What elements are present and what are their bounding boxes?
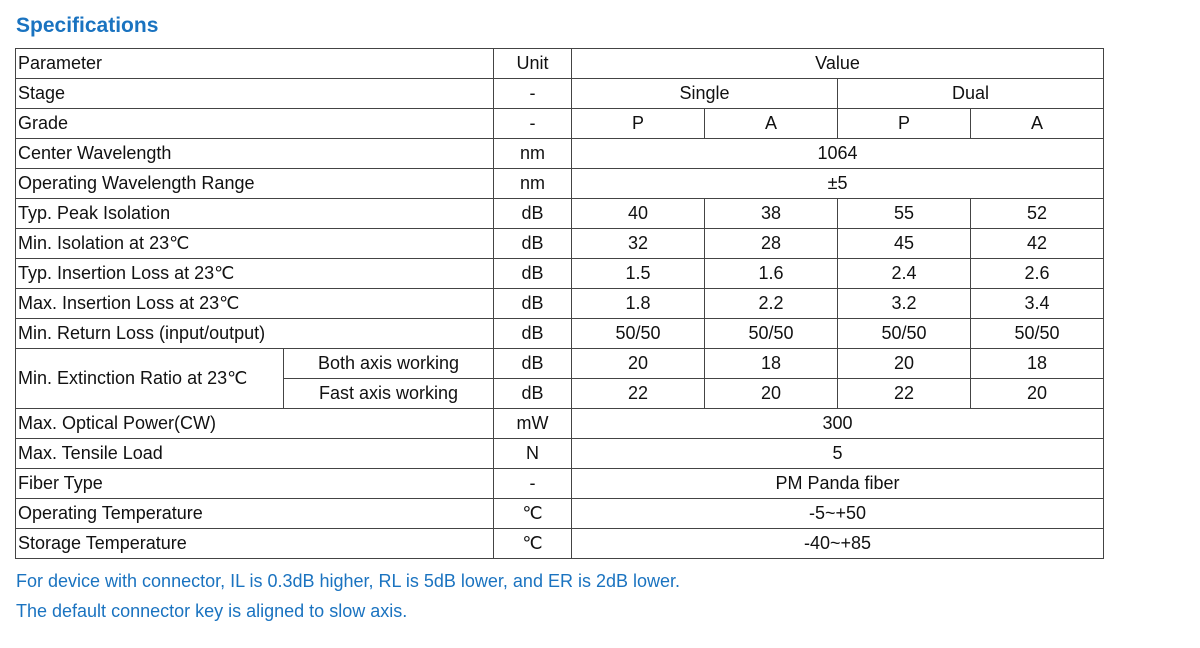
row-value: 52 bbox=[971, 199, 1104, 229]
row-unit: dB bbox=[494, 199, 572, 229]
row-value: -40~+85 bbox=[572, 529, 1104, 559]
row-value: 3.4 bbox=[971, 289, 1104, 319]
row-value: 1.5 bbox=[572, 259, 705, 289]
row-label: Center Wavelength bbox=[16, 139, 494, 169]
extinction-sub-label: Both axis working bbox=[284, 349, 494, 379]
row-value: ±5 bbox=[572, 169, 1104, 199]
footnote-key-alignment: The default connector key is aligned to slow axis. bbox=[16, 601, 408, 621]
table-row bbox=[16, 289, 1104, 319]
row-value: 20 bbox=[572, 349, 705, 379]
row-unit: dB bbox=[494, 379, 572, 409]
footnote-connector: For device with connector, IL is 0.3dB higher, RL is 5dB lower, and ER is 2dB lower. bbox=[16, 571, 681, 591]
row-unit: dB bbox=[494, 319, 572, 349]
row-value: 3.2 bbox=[838, 289, 971, 319]
row-unit: nm bbox=[494, 169, 572, 199]
row-unit: ℃ bbox=[494, 499, 572, 529]
row-label: Operating Temperature bbox=[16, 499, 494, 529]
row-value: 20 bbox=[705, 379, 838, 409]
grade-value: P bbox=[838, 109, 971, 139]
table-row bbox=[16, 499, 1104, 529]
grade-unit: - bbox=[494, 109, 572, 139]
table-row bbox=[16, 139, 1104, 169]
stage-label: Stage bbox=[16, 79, 494, 109]
row-value: 50/50 bbox=[572, 319, 705, 349]
stage-single: Single bbox=[572, 79, 838, 109]
row-value: 2.2 bbox=[705, 289, 838, 319]
header-value: Value bbox=[572, 49, 1104, 79]
row-label: Storage Temperature bbox=[16, 529, 494, 559]
row-unit: mW bbox=[494, 409, 572, 439]
row-value: 28 bbox=[705, 229, 838, 259]
row-value: 1064 bbox=[572, 139, 1104, 169]
stage-dual: Dual bbox=[838, 79, 1104, 109]
row-value: -5~+50 bbox=[572, 499, 1104, 529]
header-row bbox=[16, 49, 1104, 79]
grade-row bbox=[16, 109, 1104, 139]
row-value: PM Panda fiber bbox=[572, 469, 1104, 499]
table-row bbox=[16, 259, 1104, 289]
row-value: 5 bbox=[572, 439, 1104, 469]
row-unit: dB bbox=[494, 349, 572, 379]
row-value: 20 bbox=[838, 349, 971, 379]
table-row bbox=[16, 319, 1104, 349]
specifications-table bbox=[15, 48, 1104, 559]
stage-row bbox=[16, 79, 1104, 109]
row-value: 22 bbox=[838, 379, 971, 409]
row-unit: ℃ bbox=[494, 529, 572, 559]
row-value: 1.6 bbox=[705, 259, 838, 289]
table-row bbox=[16, 409, 1104, 439]
row-value: 1.8 bbox=[572, 289, 705, 319]
grade-value: A bbox=[971, 109, 1104, 139]
row-value: 42 bbox=[971, 229, 1104, 259]
header-unit: Unit bbox=[494, 49, 572, 79]
row-value: 50/50 bbox=[705, 319, 838, 349]
table-row bbox=[16, 529, 1104, 559]
row-label: Min. Isolation at 23℃ bbox=[16, 229, 494, 259]
row-value: 50/50 bbox=[971, 319, 1104, 349]
row-label: Max. Insertion Loss at 23℃ bbox=[16, 289, 494, 319]
row-value: 45 bbox=[838, 229, 971, 259]
table-row bbox=[16, 229, 1104, 259]
row-value: 32 bbox=[572, 229, 705, 259]
grade-label: Grade bbox=[16, 109, 494, 139]
row-value: 38 bbox=[705, 199, 838, 229]
row-label: Operating Wavelength Range bbox=[16, 169, 494, 199]
grade-value: A bbox=[705, 109, 838, 139]
row-value: 18 bbox=[705, 349, 838, 379]
table-row bbox=[16, 199, 1104, 229]
row-unit: dB bbox=[494, 289, 572, 319]
row-value: 20 bbox=[971, 379, 1104, 409]
stage-unit: - bbox=[494, 79, 572, 109]
row-label: Typ. Peak Isolation bbox=[16, 199, 494, 229]
table-row bbox=[16, 439, 1104, 469]
table-row bbox=[16, 169, 1104, 199]
row-label: Fiber Type bbox=[16, 469, 494, 499]
row-value: 2.6 bbox=[971, 259, 1104, 289]
row-label: Min. Return Loss (input/output) bbox=[16, 319, 494, 349]
row-unit: dB bbox=[494, 259, 572, 289]
row-value: 50/50 bbox=[838, 319, 971, 349]
row-label: Typ. Insertion Loss at 23℃ bbox=[16, 259, 494, 289]
row-value: 40 bbox=[572, 199, 705, 229]
row-unit: dB bbox=[494, 229, 572, 259]
extinction-sub-label: Fast axis working bbox=[284, 379, 494, 409]
row-value: 2.4 bbox=[838, 259, 971, 289]
page-title: Specifications bbox=[16, 14, 159, 37]
row-label: Max. Tensile Load bbox=[16, 439, 494, 469]
table-row bbox=[16, 469, 1104, 499]
grade-value: P bbox=[572, 109, 705, 139]
row-value: 300 bbox=[572, 409, 1104, 439]
row-unit: N bbox=[494, 439, 572, 469]
extinction-row-both bbox=[16, 349, 1104, 379]
row-value: 55 bbox=[838, 199, 971, 229]
row-value: 22 bbox=[572, 379, 705, 409]
row-value: 18 bbox=[971, 349, 1104, 379]
row-unit: - bbox=[494, 469, 572, 499]
row-unit: nm bbox=[494, 139, 572, 169]
row-label: Max. Optical Power(CW) bbox=[16, 409, 494, 439]
header-parameter: Parameter bbox=[16, 49, 494, 79]
extinction-label: Min. Extinction Ratio at 23℃ bbox=[16, 349, 284, 409]
